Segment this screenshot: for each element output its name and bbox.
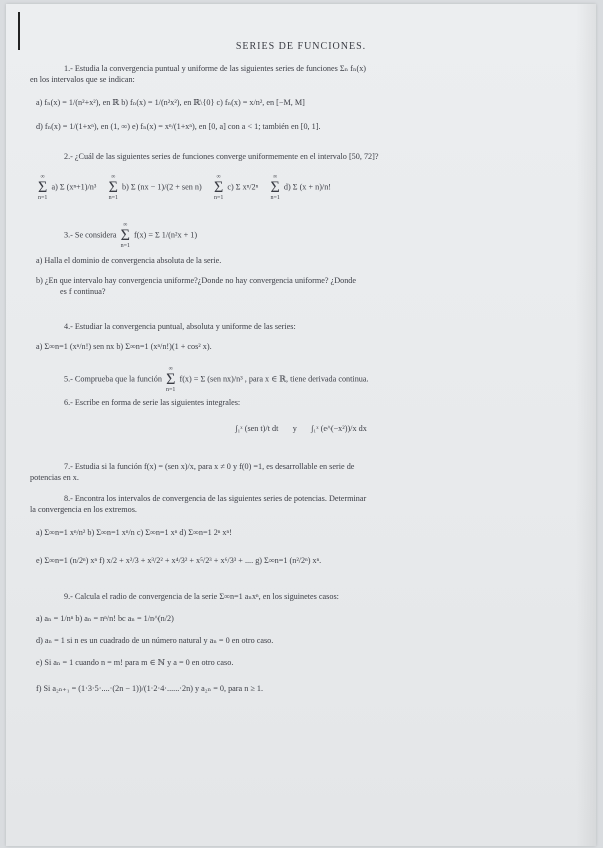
worksheet-page bbox=[6, 4, 596, 846]
problem-8-items-abcd: a) Σ∞n=1 xⁿ/n² b) Σ∞n=1 xⁿ/n c) Σ∞n=1 xⁿ d) Σ∞n=1 2ⁿ xⁿ! bbox=[36, 528, 232, 537]
problem-8-statement: 8.- Encontra los intervalos de convergencia de las siguientes series de potencias. Determinar bbox=[64, 494, 367, 503]
problem-2-option-b: b) Σ (nx − 1)/(2 + sen n) bbox=[122, 182, 202, 192]
problem-9-item-d: d) aₙ = 1 si n es un cuadrado de un número natural y aₙ = 0 en otro caso. bbox=[36, 636, 274, 645]
problem-1-statement: 1.- Estudia la convergencia puntual y uniforme de las siguientes series de funciones Σₙ fₙ(x) bbox=[64, 64, 367, 73]
problem-8-statement-cont: la convergencia en los extremos. bbox=[30, 505, 137, 514]
problem-5-intro: 5.- Comprueba que la función bbox=[64, 374, 162, 384]
problem-5-function: f(x) = Σ (sen nx)/n³ bbox=[179, 374, 243, 384]
problem-6-integrals bbox=[6, 424, 596, 434]
problem-2-option-c: c) Σ xⁿ/2ⁿ bbox=[227, 182, 259, 192]
problem-1-items-abc: a) fₙ(x) = 1/(n²+x²), en ℝ b) fₙ(x) = 1/(n²x²), en ℝ\{0} c) fₙ(x) = x/n², en [−M, M] bbox=[36, 98, 305, 107]
problem-5-tail: , para x ∈ ℝ, tiene derivada continua. bbox=[244, 374, 369, 384]
problem-7-statement-cont: potencias en x. bbox=[30, 473, 79, 482]
problem-7-statement: 7.- Estudia si la función f(x) = (sen x)/x, para x ≠ 0 y f(0) =1, es desarrollable en serie de bbox=[64, 462, 355, 471]
problem-6-statement: 6.- Escribe en forma de serie las siguientes integrales: bbox=[64, 398, 241, 407]
problem-1-statement-cont: en los intervalos que se indican: bbox=[30, 75, 135, 84]
problem-5-statement: 5.- Comprueba que la función ∞ Σ n=1 f(x) = Σ (sen nx)/n³ , para x ∈ ℝ, tiene derivada continua. bbox=[64, 366, 369, 393]
problem-2-option-a: a) Σ (xⁿ+1)/n³ bbox=[51, 182, 97, 192]
problem-3-part-a: a) Halla el dominio de convergencia absoluta de la serie. bbox=[36, 256, 222, 265]
problem-3-function: f(x) = Σ 1/(n²x + 1) bbox=[134, 230, 198, 240]
problem-3-statement: 3.- Se considera ∞ Σ n=1 f(x) = Σ 1/(n²x + 1) bbox=[64, 222, 198, 249]
problem-6-conjunction: y bbox=[292, 424, 297, 433]
problem-2-options: ∞ Σ n=1 a) Σ (xⁿ+1)/n³ ∞ Σ n=1 b) Σ (nx − 1)/(2 + sen n) ∞ Σ n=1 c) Σ xⁿ/2ⁿ ∞ Σ n=1 d) Σ (x + n)/n! bbox=[38, 174, 332, 201]
problem-6-integral-1: ∫₁ˣ (sen t)/t dt bbox=[235, 424, 279, 433]
problem-6-integral-2: ∫₁ˣ (e^(−x²))/x dx bbox=[311, 424, 367, 433]
problem-9-item-e: e) Si aₙ = 1 cuando n = m! para m ∈ ℕ y a = 0 en otro caso. bbox=[36, 658, 234, 667]
problem-3-part-b-cont: es f continua? bbox=[60, 287, 106, 296]
problem-2-statement: 2.- ¿Cuál de las siguientes series de funciones converge uniformemente en el intervalo [50, 72]? bbox=[64, 152, 379, 161]
problem-3-part-b: b) ¿En que intervalo hay convergencia uniforme?¿Donde no hay convergencia uniforme? ¿Donde bbox=[36, 276, 357, 285]
problem-8-items-efg: e) Σ∞n=1 (n/2ⁿ) xⁿ f) x/2 + x²/3 + x³/2² + x⁴/3² + x⁵/2³ + x⁶/3³ + .... g) Σ∞n=1 (n²/2ⁿ) xⁿ. bbox=[36, 556, 322, 565]
problem-1-items-de: d) fₙ(x) = 1/(1+xⁿ), en (1, ∞) e) fₙ(x) = xⁿ/(1+xⁿ), en [0, a] con a < 1; también en [0, 1]. bbox=[36, 122, 321, 131]
problem-2-option-d: d) Σ (x + n)/n! bbox=[283, 182, 332, 192]
problem-4-items: a) Σ∞n=1 (xⁿ/n!) sen nx b) Σ∞n=1 (xⁿ/n!)(1 + cos² x). bbox=[36, 342, 212, 351]
problem-9-statement: 9.- Calcula el radio de convergencia de la serie Σ∞n=1 aₙxⁿ, en los siguinetes casos: bbox=[64, 592, 339, 601]
problem-9-items-abc: a) aₙ = 1/nⁿ b) aₙ = nⁿ/n! bc aₙ = 1/n^(n/2) bbox=[36, 614, 174, 623]
problem-3-intro: 3.- Se considera bbox=[64, 230, 117, 240]
problem-9-item-f: f) Si a₂ₙ₊₁ = (1·3·5·....·(2n − 1))/(1·2·4·......·2n) y a₂ₙ = 0, para n ≥ 1. bbox=[36, 684, 264, 693]
page-title: SERIES DE FUNCIONES. bbox=[235, 41, 367, 52]
problem-4-statement: 4.- Estudiar la convergencia puntual, absoluta y uniforme de las series: bbox=[64, 322, 296, 331]
